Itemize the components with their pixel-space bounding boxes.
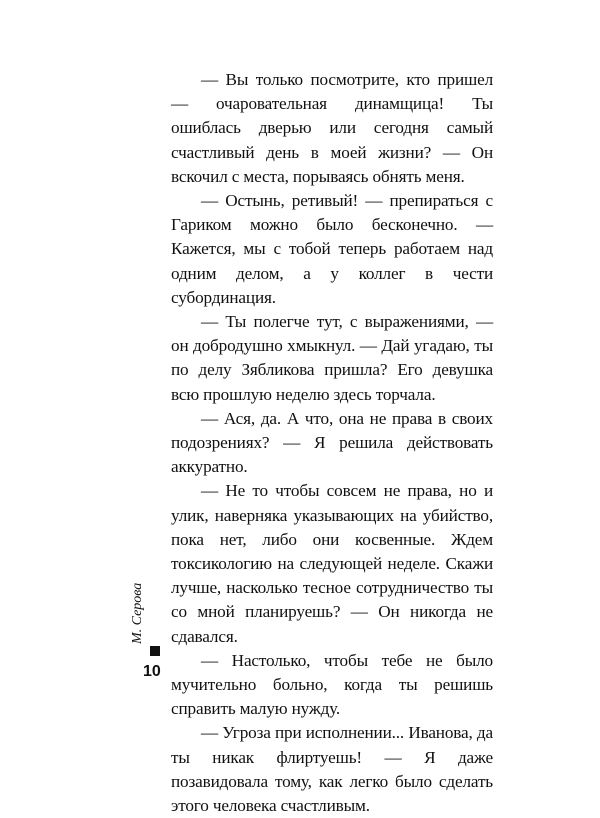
margin-area	[126, 578, 154, 648]
running-head-author: М. Серова	[130, 582, 145, 644]
paragraph: — Настолько, чтобы тебе не было мучительно больно, когда ты решишь справить малую нужду.	[171, 650, 493, 719]
paragraph: — Угроза при исполнении... Иванова, да ты никак флиртуешь! — Я даже позавидовала тому, как легко было сделать этого человека счастливым.	[171, 723, 493, 816]
black-square-marker	[150, 646, 160, 656]
paragraph: — Не то чтобы совсем не права, но и улик, наверняка указывающих на убийство, пока нет, либо они косвенные. Ждем токсикологию на следующей неделе. Скажи лучше, насколько тесное сотрудничество ты со мной планируешь? — Он никогда не сдавался.	[171, 481, 493, 646]
paragraph: — Вы только посмотрите, кто пришел — очаровательная динамщица! Ты ошиблась дверью или сегодня самый счастливый день в моей жизни? — Он вскочил с места, порываясь обнять меня.	[171, 70, 493, 186]
page-number: 10	[143, 663, 161, 680]
body-text	[171, 68, 493, 818]
paragraph: — Остынь, ретивый! — препираться с Гариком можно было бесконечно. — Кажется, мы с тобой теперь работаем над одним делом, а у коллег в чести субординация.	[171, 191, 493, 307]
paragraph: — Ася, да. А что, она не права в своих подозрениях? — Я решила действовать аккуратно.	[171, 408, 493, 477]
paragraph: — Ты полегче тут, с выражениями, — он добродушно хмыкнул. — Дай угадаю, ты по делу Зябликова пришла? Его девушка всю прошлую неделю здесь торчала.	[171, 312, 493, 404]
